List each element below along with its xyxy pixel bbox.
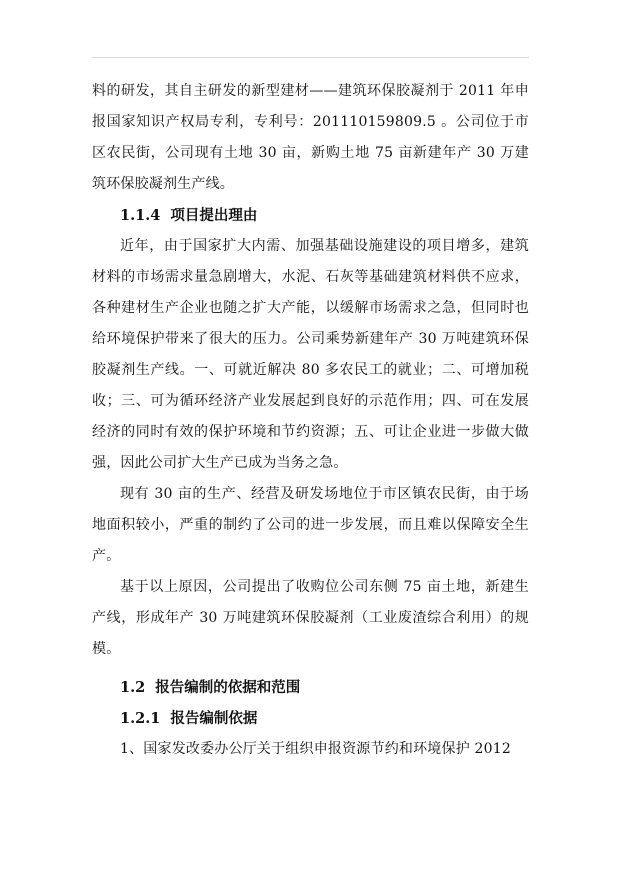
paragraph-reasons: 近年，由于国家扩大内需、加强基础设施建设的项目增多，建筑材料的市场需求量急剧增大，水泥、石灰等基础建筑材料供不应求，各种建材生产企业也随之扩大产能，以缓解市场需求之急，但同时也给环境保护带来了很大的压力。公司乘势新建年产 30 万吨建筑环保胶凝剂生产线。一、可就近解决 80 多农民工的就业；二、可增加税收；三、可为循环经济产业发展起到良好的示范作用；四、可在发展经济的同时有效的保护环境和节约资源；五、可让企业进一步做大做强，因此公司扩大生产已成为当务之急。 xyxy=(92,238,529,471)
section-heading-1-2-1 xyxy=(92,703,529,734)
header-rule xyxy=(92,57,529,58)
section-number: 1.2 xyxy=(120,679,146,696)
section-heading-1-1-4 xyxy=(92,200,529,231)
section-title: 报告编制的依据和范围 xyxy=(155,679,301,696)
section-title: 项目提出理由 xyxy=(170,207,258,224)
paragraph-continuation: 料的研发，其自主研发的新型建材——建筑环保胶凝剂于 2011 年申报国家知识产权局专利，专利号：201110159809.5 。公司位于市区农民街，公司现有土地 30 亩，新购土地 75 亩新建年产 30 万建筑环保胶凝剂生产线。 xyxy=(92,83,529,192)
paragraph-current-site: 现有 30 亩的生产、经营及研发场地位于市区镇农民街，由于场地面积较小，严重的制约了公司的进一步发展，而且难以保障安全生产。 xyxy=(92,486,529,564)
section-number: 1.2.1 xyxy=(120,710,161,727)
section-number: 1.1.4 xyxy=(120,207,161,224)
document-body xyxy=(92,76,529,765)
section-title: 报告编制依据 xyxy=(170,710,258,727)
paragraph-proposal: 基于以上原因，公司提出了收购位公司东侧 75 亩土地，新建生产线，形成年产 30 万吨建筑环保胶凝剂（工业废渣综合利用）的规模。 xyxy=(92,579,529,657)
paragraph-basis-item-1: 1、国家发改委办公厅关于组织申报资源节约和环境保护 2012 xyxy=(120,741,511,757)
section-heading-1-2 xyxy=(92,672,529,703)
